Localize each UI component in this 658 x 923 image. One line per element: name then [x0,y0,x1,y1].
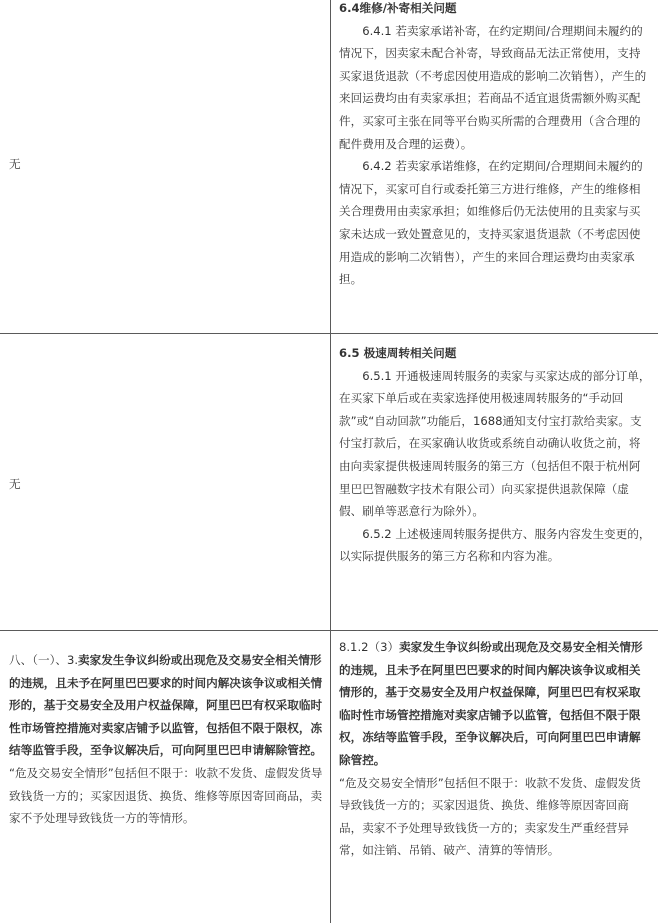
new-rule-cell [331,631,658,923]
rule-paragraph: 6.4.1 若卖家承诺补寄，在约定期间/合理期间未履约的情况下，因卖家未配合补寄，导致商品无法正常使用，支持买家退货退款（不考虑因使用造成的影响二次销售），产生的来回运费均由有卖家承担；若商品不适宜退货需额外购买配件，买家可主张在同等平台购买所需的合理费用（含合理的配件费用及合理的运费）。 [339,23,647,151]
rule-paragraph: “危及交易安全情形”包括但不限于：收款不发货、虚假发货导致钱货一方的；买家因退货、换货、维修等原因寄回商品，卖家不予处理导致钱货一方的等情形。 [9,765,323,826]
none-text: 无 [9,157,21,171]
rule-paragraph [9,649,323,762]
rule-paragraph [339,636,652,772]
table-row [0,334,658,630]
bold-clause: 卖家发生争议纠纷或出现危及交易安全相关情形的违规，且未予在阿里巴巴要求的时间内解决该争议或相关情形的，基于交易安全及用户权益保障，阿里巴巴有权采取临时性市场管控措施对卖家店铺予以监管，包括但不限于限权，冻结等监管手段，至争议解决后，可向阿里巴巴申请解除管控。 [9,653,323,758]
rule-text [339,0,652,291]
none-text: 无 [9,477,21,491]
rule-paragraph: “危及交易安全情形”包括但不限于：收款不发货、虚假发货导致钱货一方的；买家因退货、换货、维修等原因寄回商品，卖家不予处理导致钱货一方的；卖家发生严重经营异常，如注销、吊销、破产、清算的等情形。 [339,775,641,858]
section-heading: 6.5 极速周转相关问题 [339,346,457,360]
section-heading: 6.4维修/补寄相关问题 [339,1,457,15]
table-row [0,631,658,923]
clause-number: 八、（一）、3. [9,653,79,667]
rule-paragraph: 6.5.1 开通极速周转服务的卖家与买家达成的部分订单，在买家下单后或在卖家选择使用极速周转服务的“手动回款”或“自动回款”功能后，1688通知支付宝打款给卖家。支付宝打款后，在买家确认收货或系统自动确认收货之前，将由向卖家提供极速周转服务的第三方（包括但不限于杭州阿里巴巴智融数字技术有限公司）向买家提供退款保障（虚假、刷单等恶意行为除外）。 [339,368,651,519]
rule-paragraph: 6.4.2 若卖家承诺维修，在约定期间/合理期间未履约的情况下，买家可自行或委托第三方进行维修，产生的维修相关合理费用由卖家承担；如维修后仍无法使用的且卖家与买家未达成一致处置意见的，支持买家退货退款（不考虑因使用造成的影响二次销售），产生的来回合理运费均由卖家承担。 [339,159,643,287]
old-rule-cell [0,334,330,630]
clause-number: 8.1.2（3） [339,640,400,654]
rule-text [9,649,323,830]
new-rule-cell [331,334,658,630]
new-rule-cell [331,0,658,333]
bold-clause: 卖家发生争议纠纷或出现危及交易安全相关情形的违规，且未予在阿里巴巴要求的时间内解决该争议或相关情形的，基于交易安全及用户权益保障，阿里巴巴有权采取临时性市场管控措施对卖家店铺予以监管，包括但不限于限权，冻结等监管手段，至争议解决后，可向阿里巴巴申请解除管控。 [339,640,643,767]
old-rule-cell [0,0,330,333]
old-rule-cell [0,631,330,923]
table-row [0,0,658,333]
rule-text [339,342,652,568]
rule-text [339,636,652,862]
rule-paragraph: 6.5.2 上述极速周转服务提供方、服务内容发生变更的，以实际提供服务的第三方名称和内容为准。 [339,526,651,564]
